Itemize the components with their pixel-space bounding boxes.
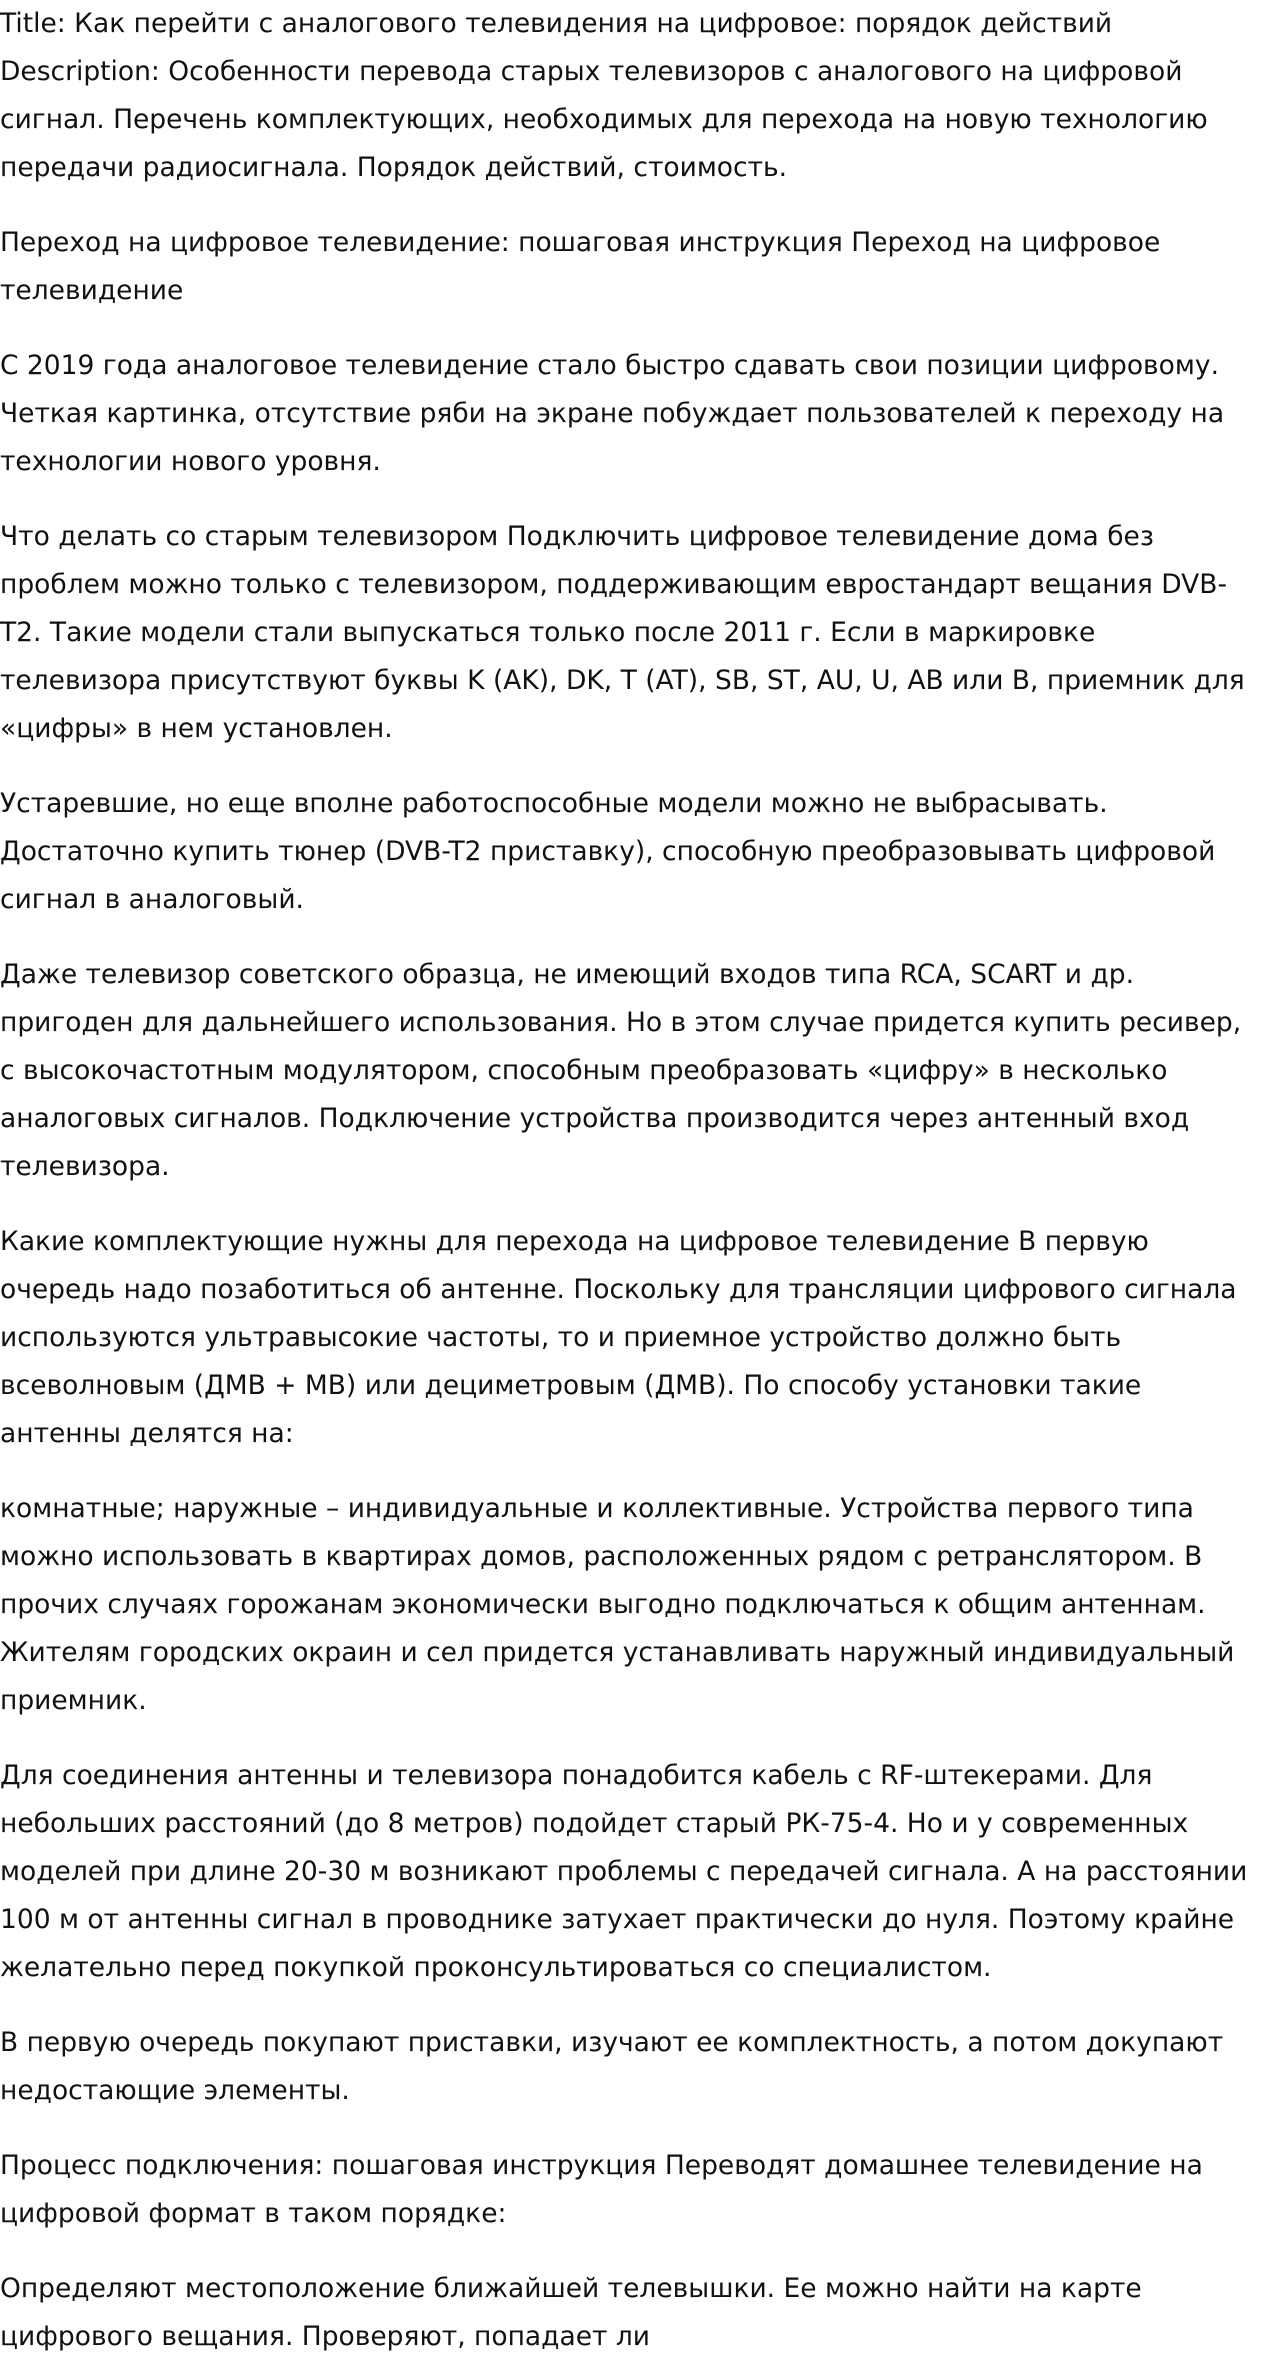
paragraph-intro: С 2019 года аналоговое телевидение стало быстро сдавать свои позиции цифровому. Четкая картинка, отсутствие ряби на экране побуждает пользователей к переходу на технологии нового уровня. [0, 350, 1225, 477]
paragraph-tower-location: Определяют местоположение ближайшей телевышки. Ее можно найти на карте цифрового вещания. Проверяют, попадает ли [0, 2273, 1142, 2352]
paragraph-old-tv: Что делать со старым телевизором Подключить цифровое телевидение дома без проблем можно только с телевизором, поддерживающим евростандарт вещания DVB-T2. Такие модели стали выпускаться только после 2011 г. Если в маркировке телевизора присутствуют буквы K (AK), DK, T (AT), SB, ST, AU, U, AB или B, приемник для «цифры» в нем установлен. [0, 521, 1245, 744]
paragraph-tuner: Устаревшие, но еще вполне работоспособные модели можно не выбрасывать. Достаточно купить тюнер (DVB-T2 приставку), способную преобразовывать цифровой сигнал в аналоговый. [0, 788, 1216, 915]
document-title-description: Title: Как перейти с аналогового телевидения на цифровое: порядок действий Description: Особенности перевода старых телевизоров с аналогового на цифровой сигнал. Перечень комплектующих, необходимых для перехода на новую технологию передачи радиосигнала. Порядок действий, стоимость. [0, 8, 1208, 183]
paragraph-soviet-tv: Даже телевизор советского образца, не имеющий входов типа RCA, SCART и др. пригоден для дальнейшего использования. Но в этом случае придется купить ресивер, с высокочастотным модулятором, способным преобразовать «цифру» в несколько аналоговых сигналов. Подключение устройства производится через антенный вход телевизора. [0, 959, 1242, 1182]
paragraph-antenna-types: комнатные; наружные – индивидуальные и коллективные. Устройства первого типа можно использовать в квартирах домов, расположенных рядом с ретранслятором. В прочих случаях горожанам экономически выгодно подключаться к общим антеннам. Жителям городских окраин и сел придется устанавливать наружный индивидуальный приемник. [0, 1493, 1235, 1716]
paragraph-connection-process: Процесс подключения: пошаговая инструкция Переводят домашнее телевидение на цифровой формат в таком порядке: [0, 2150, 1203, 2229]
paragraph-purchase-order: В первую очередь покупают приставки, изучают ее комплектность, а потом докупают недостающие элементы. [0, 2027, 1224, 2106]
paragraph-components: Какие комплектующие нужны для перехода на цифровое телевидение В первую очередь надо позаботиться об антенне. Поскольку для трансляции цифрового сигнала используются ультравысокие частоты, то и приемное устройство должно быть всеволновым (ДМВ + МВ) или дециметровым (ДМВ). По способу установки такие антенны делятся на: [0, 1226, 1237, 1449]
paragraph-cable: Для соединения антенны и телевизора понадобится кабель с RF-штекерами. Для небольших расстояний (до 8 метров) подойдет старый РК-75-4. Но и у современных моделей при длине 20-30 м возникают проблемы с передачей сигнала. А на расстоянии 100 м от антенны сигнал в проводнике затухает практически до нуля. Поэтому крайне желательно перед покупкой проконсультироваться со специалистом. [0, 1760, 1248, 1983]
section-heading-transition: Переход на цифровое телевидение: пошаговая инструкция Переход на цифровое телевидение [0, 227, 1161, 306]
